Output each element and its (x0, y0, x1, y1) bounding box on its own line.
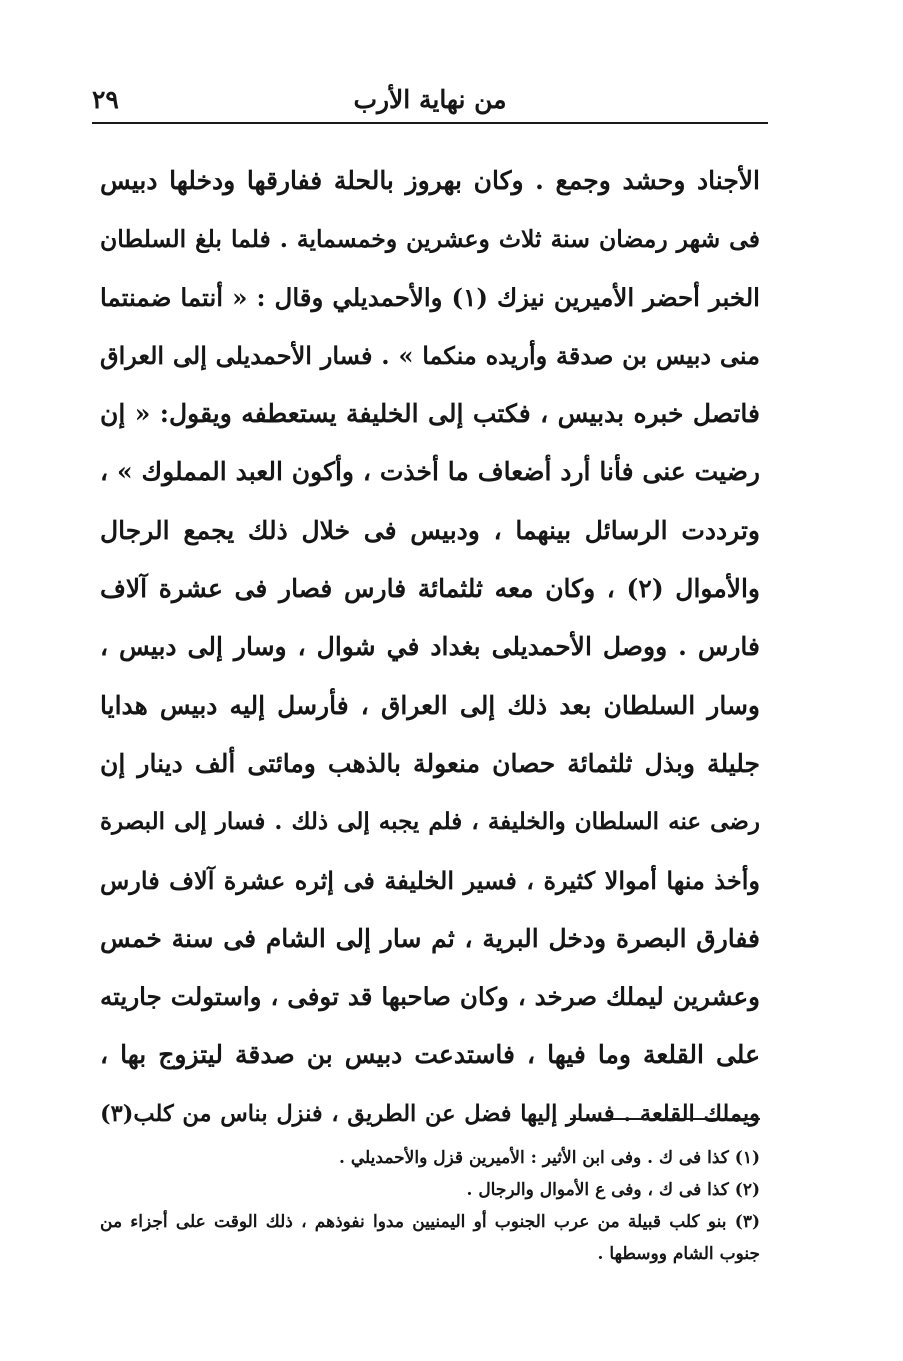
text-line: وسار السلطان بعد ذلك إلى العراق ، فأرسل إليه دبيس هدايا (100, 690, 760, 720)
text-line: وترددت الرسائل بينهما ، ودبيس فى خلال ذلك يجمع الرجال (100, 515, 760, 545)
text-line: وعشرين ليملك صرخد ، وكان صاحبها قد توفى ، واستولت جاريته (100, 982, 760, 1012)
footnote-rule (570, 1118, 760, 1120)
text-line: ويملك القلعة . فسار إليها فضل عن الطريق ، فنزل بناس من كلب(٣) (100, 1100, 760, 1127)
text-line: الأجناد وحشد وجمع . وكان بهروز بالحلة ففارقها ودخلها دبيس (100, 166, 760, 195)
page-header (92, 82, 768, 122)
text-line: ففارق البصرة ودخل البرية ، ثم سار إلى الشام فى سنة خمس (100, 923, 760, 953)
text-line: فاتصل خبره بدبيس ، فكتب إلى الخليفة يستعطفه ويقول: « إن (100, 399, 760, 429)
text-line: على القلعة وما فيها ، فاستدعت دبيس بن صدقة ليتزوج بها ، (100, 1040, 760, 1070)
text-line: وأخذ منها أموالا كثيرة ، فسير الخليفة فى إثره عشرة آلاف فارس (100, 865, 760, 895)
header-rule (92, 122, 768, 124)
page-number: ٢٩ (92, 85, 119, 114)
text-line: رضيت عنى فأنا أرد أضعاف ما أخذت ، وأكون العبد المملوك » ، (100, 457, 760, 487)
text-line: رضى عنه السلطان والخليفة ، فلم يجبه إلى ذلك . فسار إلى البصرة (100, 808, 760, 836)
footnote-2: (٢) كذا فى ك ، وفى ع الأموال والرجال . (466, 1180, 760, 1200)
text-line: فى شهر رمضان سنة ثلاث وعشرين وخمسماية . فلما بلغ السلطان (100, 225, 760, 254)
text-line: والأموال (٢) ، وكان معه ثلثمائة فارس فصار فى عشرة آلاف (100, 574, 760, 604)
text-line: فارس . ووصل الأحمديلى بغداد في شوال ، وسار إلى دبيس ، (100, 632, 760, 662)
text-line: منى دبيس بن صدقة وأريده منكما » . فسار الأحمديلى إلى العراق (100, 340, 760, 370)
text-line: جليلة وبذل ثلثمائة حصان منعولة بالذهب ومائتى ألف دينار إن (100, 748, 760, 778)
footnote-3: (٣) بنو كلب قبيلة من عرب الجنوب أو اليمنيين مدوا نفوذهم ، ذلك الوقت على أجزاء من جنوب الشام ووسطها . (100, 1212, 760, 1264)
running-title: من نهاية الأرب (353, 85, 507, 114)
footnote-1: (١) كذا فى ك . وفى ابن الأثير : الأميرين قزل والأحمديلي . (339, 1148, 760, 1168)
text-line: الخبر أحضر الأميرين نيزك (١) والأحمديلي وقال : « أنتما ضمنتما (100, 282, 760, 312)
footnotes (100, 1142, 760, 1270)
body-text (100, 152, 760, 1143)
